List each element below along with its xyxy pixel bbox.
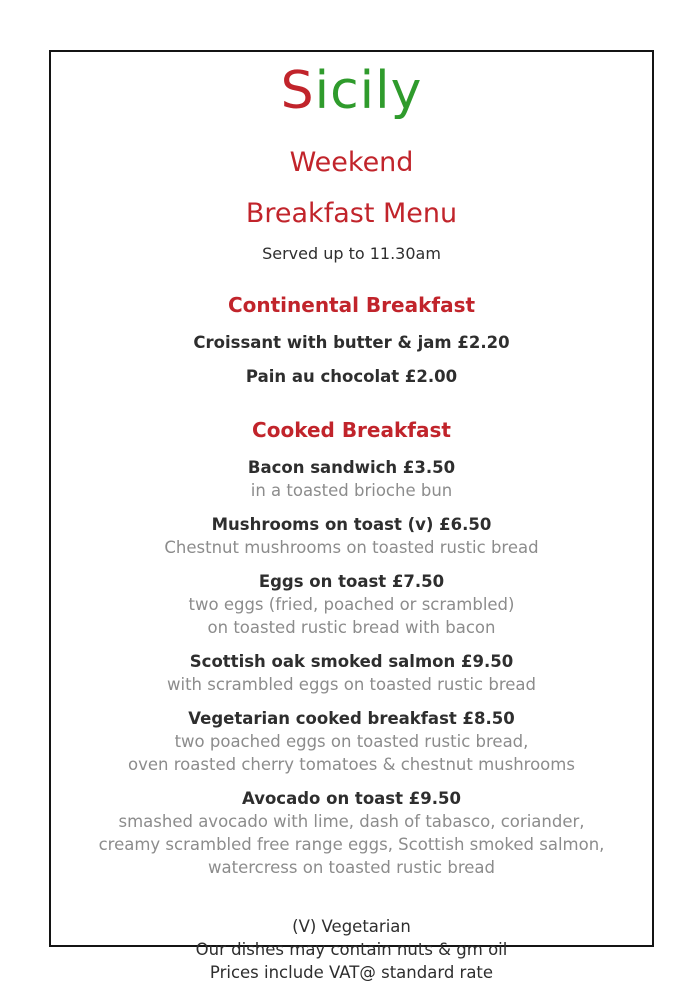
section-heading: Cooked Breakfast [252, 418, 451, 443]
brand-logo [51, 62, 652, 122]
item-desc: with scrambled eggs on toasted rustic bread [166, 675, 536, 695]
menu-item [51, 788, 652, 879]
item-desc: in a toasted brioche bun [250, 481, 453, 501]
item-desc: smashed avocado with lime, dash of tabasco, coriander, [118, 812, 585, 832]
menu-sections [51, 293, 652, 879]
menu-item [51, 571, 652, 639]
item-name: Croissant with butter & jam £2.20 [193, 333, 510, 353]
item-desc: creamy scrambled free range eggs, Scottish smoked salmon, [98, 835, 605, 855]
menu-item [51, 708, 652, 776]
item-desc: two eggs (fried, poached or scrambled) [188, 595, 515, 615]
footer-line: Our dishes may contain nuts & gm oil [195, 940, 508, 960]
item-name: Vegetarian cooked breakfast £8.50 [188, 709, 515, 729]
item-name: Bacon sandwich £3.50 [247, 458, 456, 478]
menu-item [51, 514, 652, 559]
item-desc: watercress on toasted rustic bread [208, 858, 495, 878]
menu-item [51, 651, 652, 696]
menu-item [51, 457, 652, 502]
item-name: Scottish oak smoked salmon £9.50 [189, 652, 514, 672]
brand-initial: S [280, 61, 315, 121]
section-heading: Continental Breakfast [227, 293, 476, 318]
brand-rest: icily [314, 61, 423, 121]
menu-section [51, 418, 652, 879]
item-desc: two poached eggs on toasted rustic bread, [174, 732, 529, 752]
menu-section [51, 293, 652, 388]
item-desc: Chestnut mushrooms on toasted rustic bread [164, 538, 539, 558]
menu-title-line1: Weekend [289, 146, 414, 178]
menu-title-line2: Breakfast Menu [245, 198, 458, 230]
page-border-frame [49, 50, 654, 983]
item-desc: on toasted rustic bread with bacon [207, 618, 496, 638]
item-name: Mushrooms on toast (v) £6.50 [211, 515, 492, 535]
item-name: Eggs on toast £7.50 [258, 572, 445, 592]
footer-line: (V) Vegetarian [292, 917, 411, 937]
menu-item [51, 366, 652, 388]
menu-item [51, 332, 652, 354]
footer-notes [51, 915, 652, 984]
item-name: Pain au chocolat £2.00 [245, 367, 458, 387]
served-note: Served up to 11.30am [262, 244, 441, 264]
footer-line: Prices include VAT@ standard rate [209, 963, 494, 983]
item-desc: oven roasted cherry tomatoes & chestnut mushrooms [128, 755, 575, 775]
item-name: Avocado on toast £9.50 [242, 789, 461, 809]
